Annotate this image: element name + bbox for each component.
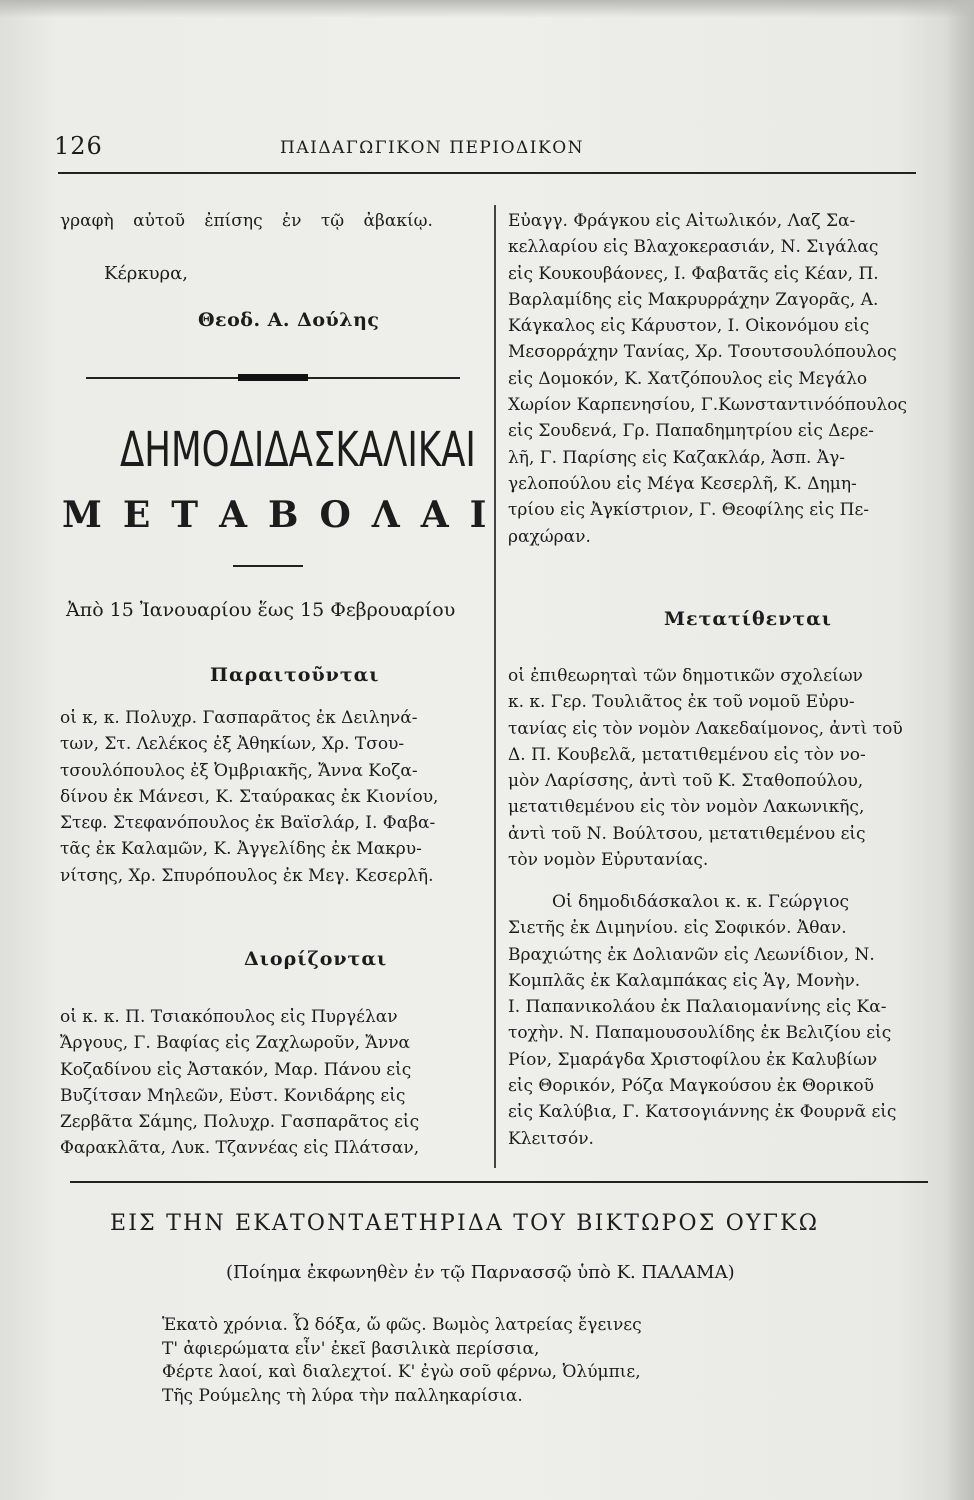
paragraph-teachers-transfers (508, 889, 918, 1152)
poem-title: ΕΙΣ ΤΗΝ ΕΚΑΤΟΝΤΑΕΤΗΡΙΔΑ ΤΟΥ ΒΙΚΤΩΡΟΣ ΟΥΓΚΩ (110, 1211, 820, 1236)
text-line: εἰς Σουδενά, Γρ. Παπαδημητρίου εἰς Δερε- (508, 421, 874, 442)
text-line: Εὐαγγ. Φράγκου εἰς Αἰτωλικόν, Λαζ Σα- (508, 211, 856, 231)
poem-line: Τ' ἀφιερώματα εἶν' ἐκεῖ βασιλικὰ περίσσια, (162, 1338, 540, 1359)
text-line: Βυζίτσαν Μηλεῶν, Εὐστ. Κονιδάρης εἰς (60, 1085, 406, 1106)
section-heading-diorizontai: Διορίζονται (244, 948, 388, 970)
text-line: Ρίον, Σμαράγδα Χριστοφίλου ἐκ Καλυβίων (508, 1049, 878, 1070)
text-line: μὸν Λαρίσσης, ἀντὶ τοῦ Κ. Σταθοπούλου, (508, 771, 864, 792)
text-line: Βραχιώτης ἐκ Δολιανῶν εἰς Λεωνίδιον, Ν. (508, 944, 875, 965)
text-line: δίνου ἐκ Μάνεσι, Κ. Σταύρακας ἐκ Κιονίου, (60, 786, 439, 807)
poem-line: Τῆς Ρούμελης τὴ λύρα τὴν παλληκαρίσια. (162, 1385, 523, 1406)
text-line: Ζερβᾶτα Σάμης, Πολυχρ. Γασπαρᾶτος εἰς (60, 1112, 420, 1133)
text-line: Χωρίον Καρπενησίου, Γ.Κωνσταντινόόπουλος (508, 395, 907, 416)
text-line: Σιετῆς ἐκ Διμηνίου. εἰς Σοφικόν. Ἀθαν. (508, 918, 847, 939)
text-line: Ι. Παπανικολάου ἐκ Παλαιομανίνης εἰς Κα- (508, 997, 887, 1018)
author-signature: Θεοδ. Α. Δούλης (198, 309, 380, 331)
text-line: Κομπλᾶς ἐκ Καλαμπάκας εἰς Ἁγ, Μονὴν. (508, 970, 861, 991)
text-line: νίτσης, Χρ. Σπυρόπουλος ἐκ Μεγ. Κεσερλῆ. (60, 865, 434, 886)
section-heading-paraitountai: Παραιτοῦνται (210, 664, 380, 686)
page-right-edge (946, 0, 974, 1500)
text-line: Κλειτσόν. (508, 1128, 594, 1149)
ornament-bar (238, 374, 308, 381)
paragraph-paraitountai (60, 705, 478, 889)
text-line: Φαρακλᾶτα, Λυκ. Τζαννέας εἰς Πλάτσαν, (60, 1138, 420, 1159)
headline-metavolai: ΜΕΤΑΒΟΛΑΙ (62, 494, 508, 536)
text-line: Δ. Π. Κουβελᾶ, μετατιθεμένου εἰς τὸν νο- (508, 744, 866, 765)
poem-line: Φέρτε λαοί, καὶ διαλεχτοί. Κ' ἐγὼ σοῦ φέρνω, Ὀλύμπιε, (162, 1362, 641, 1382)
paragraph-metatithentai (508, 663, 918, 873)
text-line: τανίας εἰς τὸν νομὸν Λακεδαίμονος, ἀντὶ τοῦ (508, 718, 903, 739)
text-line: εἰς Καλύβια, Γ. Κατσογιάννης ἐκ Φουρνᾶ εἰς (508, 1102, 897, 1123)
column-divider (494, 205, 496, 1168)
section-divider-rule (70, 1181, 928, 1183)
text-line: τρίου εἰς Ἀγκίστριον, Γ. Θεοφίλης εἰς Πε- (508, 500, 870, 521)
text-line: μετατιθεμένου εἰς τὸν νομὸν Λακωνικῆς, (508, 797, 865, 818)
text-line: εἰς Θορικόν, Ρόζα Μαγκούσου ἐκ Θορικοῦ (508, 1076, 874, 1097)
text-line: ραχώραν. (508, 526, 591, 547)
text-line: Στεφ. Στεφανόπουλος ἐκ Βαϊσλάρ, Ι. Φαβα- (60, 813, 436, 834)
continuation-text: γραφὴ αὐτοῦ ἐπίσης ἐν τῷ ἀβακίῳ. (60, 211, 433, 231)
text-line: Κοζαδίνου εἰς Ἀστακόν, Μαρ. Πάνου εἰς (60, 1059, 412, 1080)
text-line: εἰς Δομοκόν, Κ. Χατζόπουλος εἰς Μεγάλο (508, 368, 868, 389)
text-line: Ἄργους, Γ. Βαφίας εἰς Ζαχλωροῦν, Ἄννα (60, 1033, 411, 1054)
text-line: ἀντὶ τοῦ Ν. Βούλτσου, μετατιθεμένου εἰς (508, 823, 866, 844)
header-rule (58, 172, 916, 174)
text-line: Βαρλαμίδης εἰς Μακρυρράχην Ζαγορᾶς, Α. (508, 289, 879, 310)
text-line: των, Στ. Λελέκος ἐξ Ἀθηκίων, Χρ. Τσου- (60, 734, 405, 755)
paragraph-diorizontai (60, 1004, 478, 1162)
text-line: τᾶς ἐκ Καλαμῶν, Κ. Ἀγγελίδης ἐκ Μακρυ- (60, 839, 422, 860)
date-range: Ἀπὸ 15 Ἰανουαρίου ἕως 15 Φεβρουαρίου (66, 599, 456, 621)
poem-subtitle: (Ποίημα ἐκφωνηθὲν ἐν τῷ Παρνασσῷ ὑπὸ Κ. ΠΑΛΑΜΑ) (226, 1262, 735, 1283)
text-line: γελοπούλου εἰς Μέγα Κεσερλῆ, Κ. Δημη- (508, 473, 857, 494)
page-number: 126 (54, 132, 103, 160)
text-line: οἱ κ. κ. Π. Τσιακόπουλος εἰς Πυργέλαν (60, 1007, 398, 1027)
text-line: τοχὴν. Ν. Παπαμουσουλίδης ἐκ Βελιζίου εἰς (508, 1023, 892, 1044)
text-line: οἱ κ, κ. Πολυχρ. Γασπαρᾶτος ἐκ Δειληνά- (60, 708, 418, 728)
poem-verses (162, 1314, 642, 1408)
headline-dimodidaskalikai: ΔΗΜΟΔΙΔΑΣΚΑΛΙΚΑΙ (120, 422, 476, 478)
text-line: τσουλόπουλος ἐξ Ὀμβριακῆς, Ἄννα Κοζα- (60, 760, 418, 781)
text-line: Οἱ δημοδιδάσκαλοι κ. κ. Γεώργιος (552, 892, 850, 912)
text-line: οἱ ἐπιθεωρηταὶ τῶν δημοτικῶν σχολείων (508, 666, 863, 686)
section-heading-metatithentai: Μετατίθενται (664, 608, 832, 630)
text-line: κελλαρίου εἰς Βλαχοκερασιάν, Ν. Σιγάλας (508, 237, 879, 258)
text-line: Μεσορράχην Τανίας, Χρ. Τσουτσουλόπουλος (508, 342, 897, 363)
running-head: ΠΑΙΔΑΓΩΓΙΚΟΝ ΠΕΡΙΟΔΙΚΟΝ (280, 138, 585, 158)
text-line: κ. κ. Γερ. Τουλιᾶτος ἐκ τοῦ νομοῦ Εὐρυ- (508, 692, 855, 713)
text-line: εἰς Κουκουβάονες, Ι. Φαβατᾶς εἰς Κέαν, Π. (508, 263, 879, 284)
text-line: τὸν νομὸν Εὐρυτανίας. (508, 850, 709, 871)
text-line: λῆ, Γ. Παρίσης εἰς Καζακλάρ, Ἀσπ. Ἀγ- (508, 447, 846, 468)
paragraph-diorizontai-continued (508, 208, 918, 550)
short-rule (233, 565, 303, 567)
poem-line: Ἑκατὸ χρόνια. Ὦ δόξα, ὤ φῶς. Βωμὸς λατρείας ἔγεινες (162, 1315, 642, 1335)
page-top-shadow (0, 0, 974, 18)
text-line: Κάγκαλος εἰς Κάρυστον, Ι. Οἰκονόμου εἰς (508, 316, 870, 337)
place-name: Κέρκυρα, (104, 263, 189, 284)
